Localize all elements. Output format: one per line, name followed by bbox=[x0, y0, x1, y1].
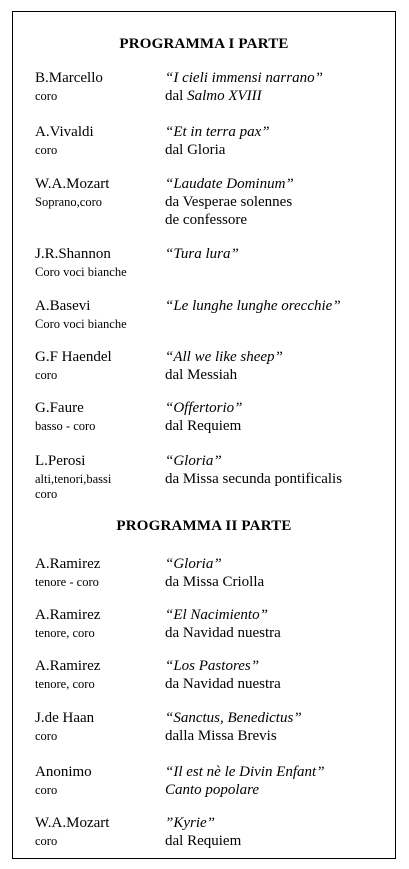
piece-source bbox=[165, 625, 281, 642]
performers-label: coro bbox=[35, 729, 58, 743]
composer-name: Anonimo bbox=[35, 764, 92, 780]
source-work: Canto popolare bbox=[165, 782, 260, 798]
piece-title: ”Kyrie” bbox=[165, 815, 216, 831]
source-text: da Missa Criolla bbox=[165, 574, 265, 590]
performers-label: tenore, coro bbox=[35, 677, 95, 691]
piece-source bbox=[165, 728, 277, 745]
performers-label: alti,tenori,bassi bbox=[35, 472, 112, 486]
performers-label: basso - coro bbox=[35, 419, 96, 433]
performers-label: coro bbox=[35, 143, 58, 157]
piece-source bbox=[165, 367, 237, 384]
source-work: Salmo XVIII bbox=[187, 88, 262, 104]
piece-title: “Los Pastores” bbox=[165, 658, 260, 674]
source-text: dal bbox=[165, 88, 184, 104]
composer-name: W.A.Mozart bbox=[35, 176, 110, 192]
source-text: dal Requiem bbox=[165, 418, 242, 434]
composer-name: L.Perosi bbox=[35, 453, 86, 469]
performers-label: Coro voci bianche bbox=[35, 265, 127, 279]
piece-title: “Gloria” bbox=[165, 556, 222, 572]
performers-label: Coro voci bianche bbox=[35, 317, 127, 331]
piece-source bbox=[165, 471, 342, 488]
programme-frame bbox=[12, 11, 396, 859]
composer-name: J.de Haan bbox=[35, 710, 95, 726]
piece-source bbox=[165, 574, 264, 591]
composer-name: A.Ramirez bbox=[35, 556, 101, 572]
source-text: dalla Missa Brevis bbox=[165, 728, 277, 744]
source-text: da Vesperae solennes bbox=[165, 194, 293, 210]
piece-source bbox=[165, 418, 241, 435]
piece-title: “Le lunghe lunghe orecchie” bbox=[165, 298, 341, 314]
section-heading-part-1: PROGRAMMA I PARTE bbox=[119, 36, 289, 52]
composer-name: G.Faure bbox=[35, 400, 84, 416]
section-heading-part-2: PROGRAMMA II PARTE bbox=[116, 518, 292, 534]
composer-name: J.R.Shannon bbox=[35, 246, 111, 262]
composer-name: A.Basevi bbox=[35, 298, 91, 314]
piece-title: “I cieli immensi narrano” bbox=[165, 70, 323, 86]
piece-title: “El Nacimiento” bbox=[165, 607, 268, 623]
composer-name: A.Ramirez bbox=[35, 658, 101, 674]
composer-name: B.Marcello bbox=[35, 70, 103, 86]
performers-label: coro bbox=[35, 487, 58, 501]
piece-title: “Tura lura” bbox=[165, 246, 239, 262]
piece-title: “Offertorio” bbox=[165, 400, 243, 416]
performers-label: coro bbox=[35, 783, 58, 797]
piece-source bbox=[165, 194, 292, 211]
piece-source bbox=[165, 782, 259, 799]
performers-label: coro bbox=[35, 89, 58, 103]
piece-title: “Il est nè le Divin Enfant” bbox=[165, 764, 325, 780]
source-text: da Navidad nuestra bbox=[165, 676, 281, 692]
piece-title: “Sanctus, Benedictus” bbox=[165, 710, 302, 726]
composer-name: A.Vivaldi bbox=[35, 124, 94, 140]
performers-label: coro bbox=[35, 834, 58, 848]
performers-label: Soprano,coro bbox=[35, 195, 102, 209]
piece-title: “Laudate Dominum” bbox=[165, 176, 294, 192]
performers-label: coro bbox=[35, 368, 58, 382]
performers-label: tenore, coro bbox=[35, 626, 95, 640]
performers-label: tenore - coro bbox=[35, 575, 99, 589]
piece-source bbox=[165, 833, 241, 850]
source-text: dal Requiem bbox=[165, 833, 242, 849]
composer-name: W.A.Mozart bbox=[35, 815, 110, 831]
source-text: dal Messiah bbox=[165, 367, 238, 383]
composer-name: A.Ramirez bbox=[35, 607, 101, 623]
piece-title: “Gloria” bbox=[165, 453, 222, 469]
piece-title: “Et in terra pax” bbox=[165, 124, 270, 140]
piece-source bbox=[165, 88, 262, 105]
piece-source-continued: de confessore bbox=[165, 212, 248, 228]
piece-title: “All we like sheep” bbox=[165, 349, 283, 365]
source-text: dal Gloria bbox=[165, 142, 226, 158]
source-text: da Missa secunda pontificalis bbox=[165, 471, 343, 487]
source-text: da Navidad nuestra bbox=[165, 625, 281, 641]
composer-name: G.F Haendel bbox=[35, 349, 112, 365]
piece-source bbox=[165, 142, 225, 159]
piece-source bbox=[165, 676, 281, 693]
